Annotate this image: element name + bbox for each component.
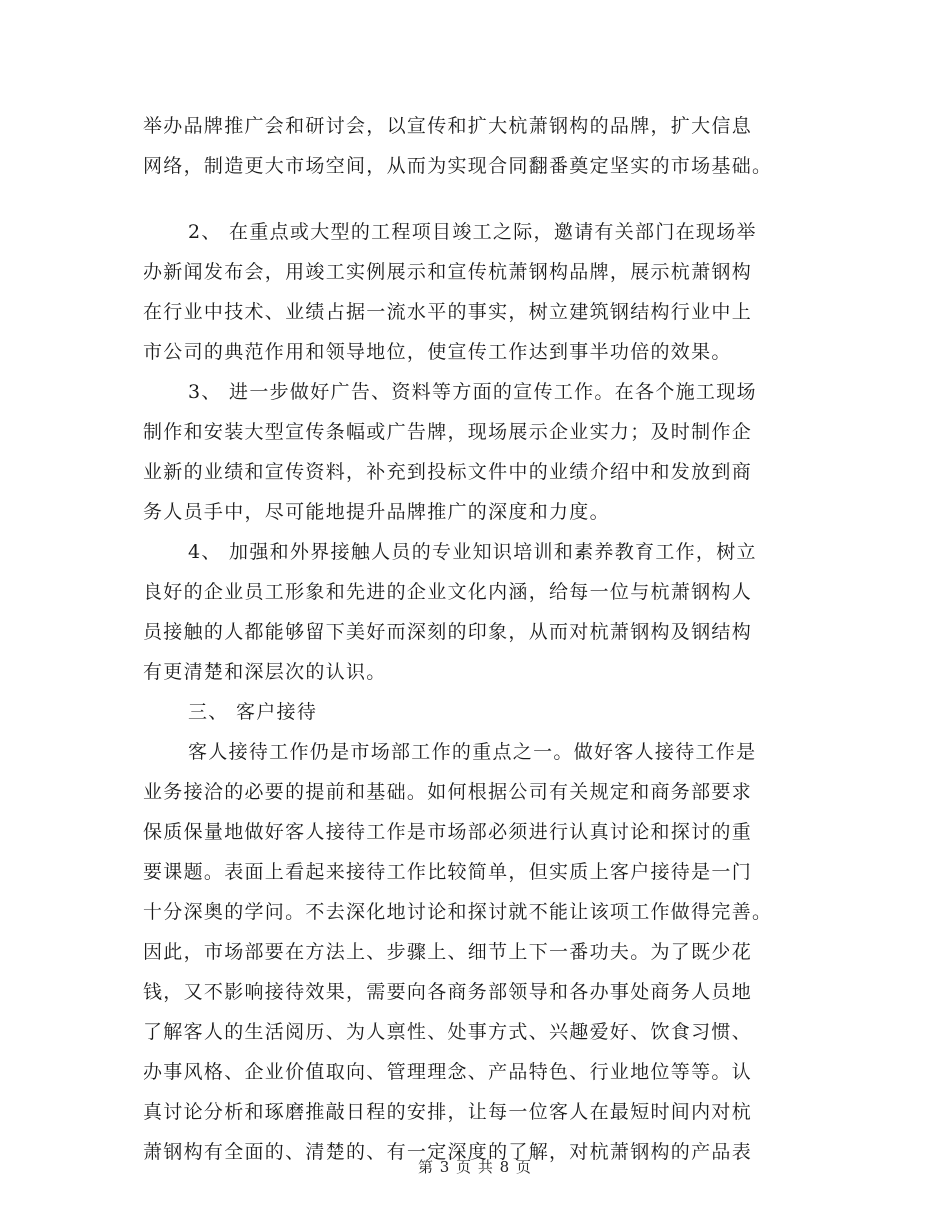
text-line: 4、 加强和外界接触人员的专业知识培训和素养教育工作，树立 <box>188 541 757 563</box>
text-line: 良好的企业员工形象和先进的企业文化内涵，给每一位与杭萧钢构人 <box>143 581 753 603</box>
text-line: 因此，市场部要在方法上、步骤上、细节上下一番功夫。为了既少花 <box>143 941 753 963</box>
text-line: 了解客人的生活阅历、为人禀性、处事方式、兴趣爱好、饮食习惯、 <box>143 1021 753 1043</box>
text-line: 业务接洽的必要的提前和基础。如何根据公司有关规定和商务部要求 <box>143 781 753 803</box>
text-line: 员接触的人都能够留下美好而深刻的印象，从而对杭萧钢构及钢结构 <box>143 621 753 643</box>
text-line: 3、 进一步做好广告、资料等方面的宣传工作。在各个施工现场 <box>188 381 757 403</box>
text-line: 钱，又不影响接待效果，需要向各商务部领导和各办事处商务人员地 <box>143 981 753 1003</box>
section-heading: 三、 客户接待 <box>188 701 318 723</box>
text-line: 十分深奥的学问。不去深化地讨论和探讨就不能让该项工作做得完善。 <box>143 901 773 923</box>
text-line: 在行业中技术、业绩占据一流水平的事实，树立建筑钢结构行业中上 <box>143 301 753 323</box>
text-line: 2、 在重点或大型的工程项目竣工之际，邀请有关部门在现场举 <box>188 221 757 243</box>
page-number: 第 3 页 共 8 页 <box>418 1158 532 1176</box>
text-line: 有更清楚和深层次的认识。 <box>143 661 387 683</box>
text-line: 务人员手中，尽可能地提升品牌推广的深度和力度。 <box>143 501 610 523</box>
text-line: 市公司的典范作用和领导地位，使宣传工作达到事半功倍的效果。 <box>143 341 732 363</box>
text-line: 萧钢构有全面的、清楚的、有一定深度的了解，对杭萧钢构的产品表 <box>143 1141 753 1163</box>
text-line: 保质保量地做好客人接待工作是市场部必须进行认真讨论和探讨的重 <box>143 821 753 843</box>
text-line: 客人接待工作仍是市场部工作的重点之一。做好客人接待工作是 <box>188 741 757 763</box>
text-line: 业新的业绩和宣传资料，补充到投标文件中的业绩介绍中和发放到商 <box>143 461 753 483</box>
text-line: 要课题。表面上看起来接待工作比较简单，但实质上客户接待是一门 <box>143 861 753 883</box>
text-line: 网络，制造更大市场空间，从而为实现合同翻番奠定坚实的市场基础。 <box>143 155 773 177</box>
text-line: 办新闻发布会，用竣工实例展示和宣传杭萧钢构品牌，展示杭萧钢构 <box>143 261 753 283</box>
text-line: 制作和安装大型宣传条幅或广告牌，现场展示企业实力；及时制作企 <box>143 421 753 443</box>
text-line: 真讨论分析和琢磨推敲日程的安排，让每一位客人在最短时间内对杭 <box>143 1101 753 1123</box>
text-line: 举办品牌推广会和研讨会，以宣传和扩大杭萧钢构的品牌，扩大信息 <box>143 115 753 137</box>
text-line: 办事风格、企业价值取向、管理理念、产品特色、行业地位等等。认 <box>143 1061 753 1083</box>
